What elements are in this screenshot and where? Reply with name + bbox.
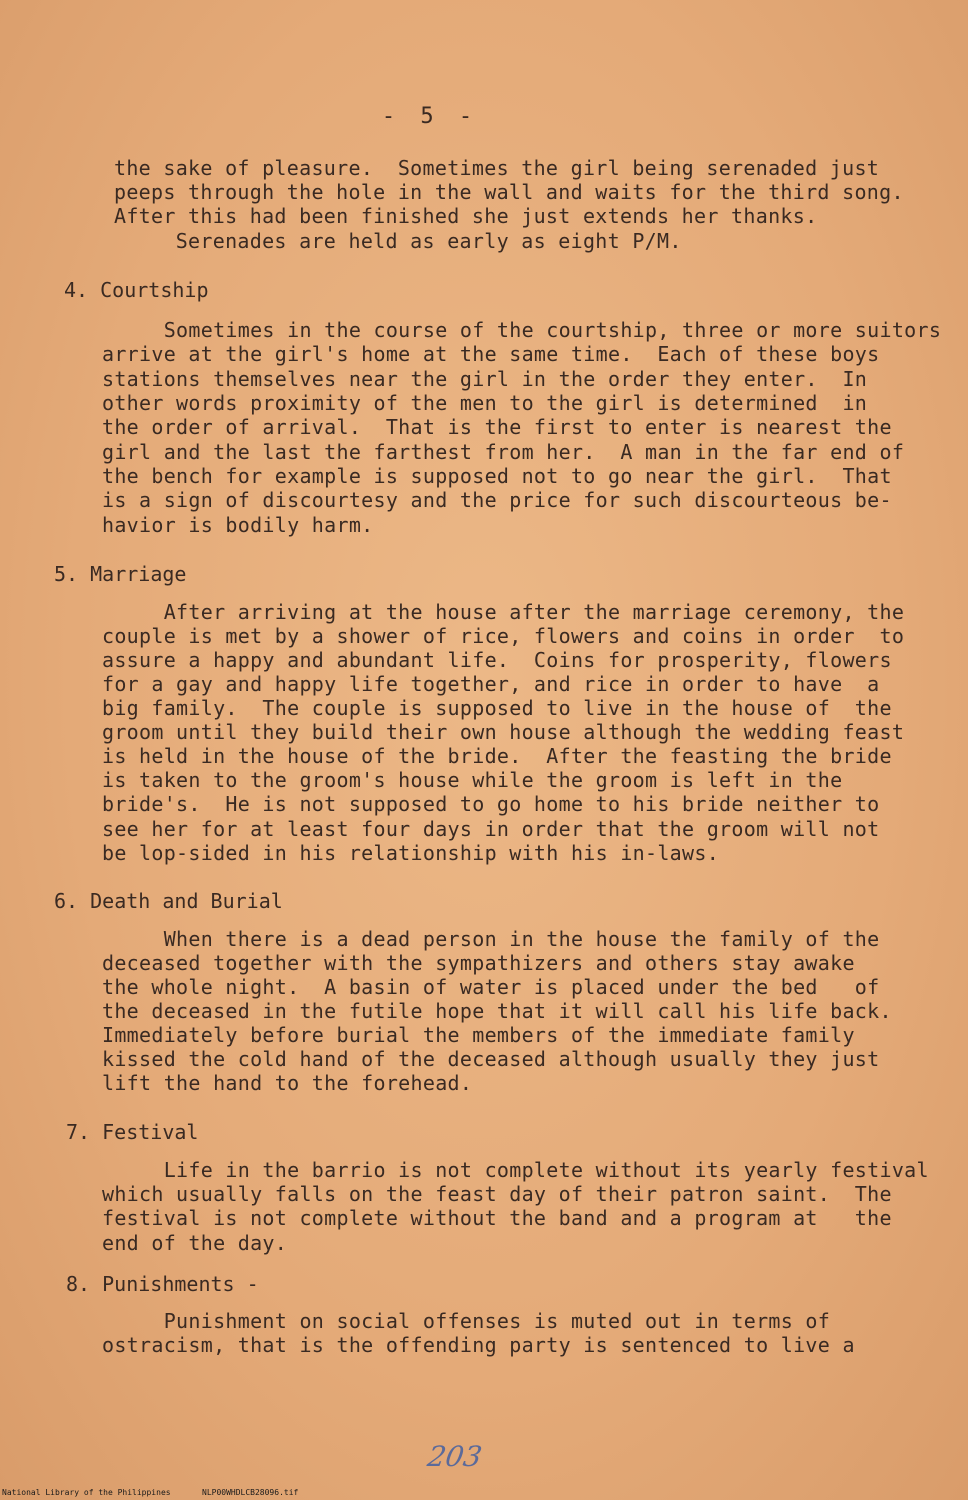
paragraph-line: After arriving at the house after the marriage ceremony, the — [102, 600, 905, 624]
paragraph-line: is taken to the groom's house while the groom is left in the — [102, 768, 843, 792]
paragraph-line: arrive at the girl's home at the same time. Each of these boys — [102, 342, 880, 366]
section-heading-death-and-burial: 6. Death and Burial — [54, 889, 283, 913]
section-heading-courtship: 4. Courtship — [64, 278, 209, 302]
paragraph-line: the bench for example is supposed not to go near the girl. That — [102, 464, 892, 488]
paragraph-line: other words proximity of the men to the girl is determined in — [102, 391, 868, 415]
paragraph-line: ostracism, that is the offending party is sentenced to live a — [102, 1333, 855, 1357]
paragraph-line: for a gay and happy life together, and rice in order to have a — [102, 672, 880, 696]
paragraph-line: end of the day. — [102, 1231, 288, 1255]
paragraph-line: couple is met by a shower of rice, flowers and coins in order to — [102, 624, 905, 648]
paragraph-line: stations themselves near the girl in the order they enter. In — [102, 367, 868, 391]
section-heading-marriage: 5. Marriage — [54, 562, 187, 586]
paragraph-line: the deceased in the futile hope that it will call his life back. — [102, 999, 892, 1023]
footer-filename: NLP00WHDLCB28096.tif — [202, 1488, 299, 1497]
paragraph-line: Sometimes in the course of the courtship, three or more suitors — [102, 318, 942, 342]
footer-source: National Library of the Philippines — [2, 1488, 171, 1497]
paragraph-line: is held in the house of the bride. After the feasting the bride — [102, 744, 892, 768]
paragraph-line: which usually falls on the feast day of their patron saint. The — [102, 1182, 892, 1206]
paragraph-line: lift the hand to the forehead. — [102, 1071, 473, 1095]
section-heading-festival: 7. Festival — [66, 1120, 199, 1144]
paragraph-line: the order of arrival. That is the first to enter is nearest the — [102, 415, 892, 439]
paragraph-line: Punishment on social offenses is muted out in terms of — [102, 1309, 831, 1333]
paragraph-line: assure a happy and abundant life. Coins for prosperity, flowers — [102, 648, 892, 672]
intro-line: peeps through the hole in the wall and waits for the third song. — [114, 180, 904, 204]
paragraph-line: groom until they build their own house although the wedding feast — [102, 720, 905, 744]
intro-line: After this had been finished she just extends her thanks. — [114, 204, 818, 228]
paragraph-line: When there is a dead person in the house the family of the — [102, 927, 880, 951]
paragraph-line: be lop-sided in his relationship with his in-laws. — [102, 841, 720, 865]
paragraph-line: big family. The couple is supposed to live in the house of the — [102, 696, 892, 720]
section-heading-punishments: 8. Punishments - — [66, 1272, 259, 1296]
intro-line: Serenades are held as early as eight P/M. — [114, 229, 682, 253]
paragraph-line: Life in the barrio is not complete without its yearly festival — [102, 1158, 929, 1182]
paragraph-line: deceased together with the sympathizers and others stay awake — [102, 951, 855, 975]
paragraph-line: girl and the last the farthest from her. A man in the far end of — [102, 440, 905, 464]
paragraph-line: is a sign of discourtesy and the price for such discourteous be- — [102, 488, 892, 512]
paragraph-line: the whole night. A basin of water is placed under the bed of — [102, 975, 880, 999]
scan-footer — [0, 1486, 968, 1500]
page-number: - 5 - — [381, 104, 479, 129]
intro-line: the sake of pleasure. Sometimes the girl being serenaded just — [114, 156, 880, 180]
paragraph-line: festival is not complete without the band and a program at the — [102, 1206, 892, 1230]
paragraph-line: bride's. He is not supposed to go home to his bride neither to — [102, 792, 880, 816]
handwritten-page-number: 203 — [425, 1440, 485, 1473]
paragraph-line: Immediately before burial the members of the immediate family — [102, 1023, 855, 1047]
paragraph-line: kissed the cold hand of the deceased although usually they just — [102, 1047, 880, 1071]
paragraph-line: havior is bodily harm. — [102, 513, 374, 537]
paragraph-line: see her for at least four days in order that the groom will not — [102, 817, 880, 841]
